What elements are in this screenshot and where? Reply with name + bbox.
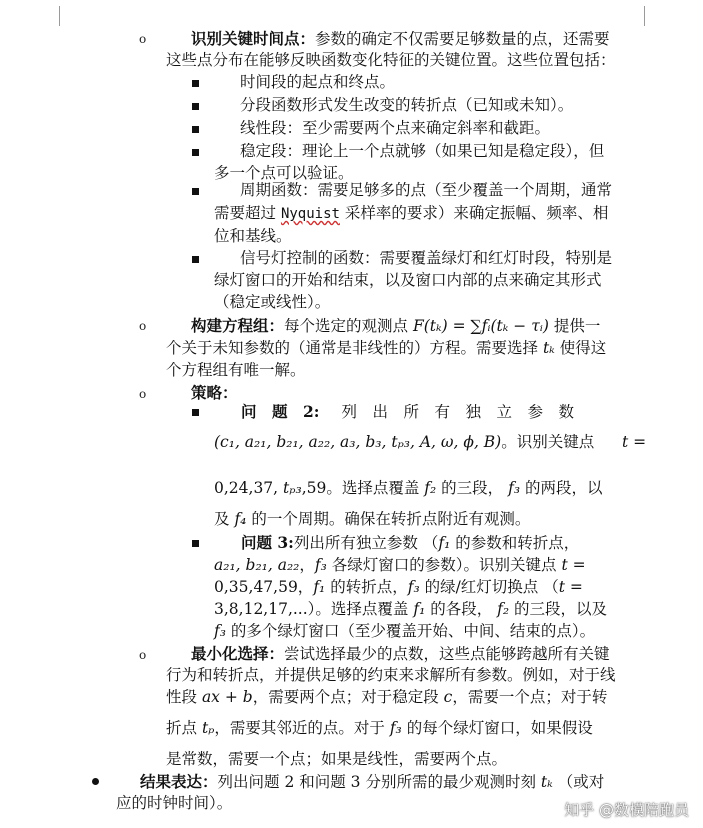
- item4-title: 最小化选择：: [191, 644, 285, 663]
- item4-line2: 行为和转折点，并提供足够的约束来求解所有参数。例如，对于线: [166, 666, 616, 684]
- item5-line1: 结果表达：列出问题 2 和问题 3 分别所需的最少观测时刻 tₖ （或对: [140, 772, 605, 791]
- problem2-line3: 0,24,37, tₚ₃,59。选择点覆盖 f₂ 的三段， f₃ 的两段，以: [214, 479, 603, 497]
- circle-bullet-icon: o: [139, 648, 147, 662]
- formula-F: F(tₖ) = ∑fᵢ(tₖ − τᵢ): [412, 317, 549, 335]
- sub-bullet-2: 分段函数形式发生改变的转折点（已知或未知）。: [240, 96, 574, 114]
- problem3-line2: a₂₁, b₂₁, a₂₂，f₃ 各绿灯窗口的参数）。识别关键点 t =: [214, 556, 586, 574]
- item4-line4: 折点 tₚ，需要其邻近的点。对于 f₃ 的每个绿灯窗口，如果假设: [166, 719, 593, 737]
- square-bullet-icon: [192, 80, 199, 87]
- watermark: 知乎 @数模陪跑员: [564, 801, 689, 819]
- problem3-line5: f₃ 的多个绿灯窗口（至少覆盖开始、中间、结束的点）。: [214, 622, 596, 640]
- item1-title: 识别关键时间点：: [191, 29, 316, 48]
- bullet-dot-icon: [92, 778, 99, 785]
- nyquist-word: Nyquist: [280, 206, 340, 222]
- item4-line3: 性段 ax + b，需要两个点；对于稳定段 c，需要一个点；对于转: [166, 688, 608, 706]
- item1-line1: 识别关键时间点：参数的确定不仅需要足够数量的点，还需要: [191, 29, 610, 48]
- square-bullet-icon: [192, 540, 199, 547]
- problem2-title: 问 题 2:: [241, 402, 320, 421]
- item4-line5: 是常数，需要一个点；如果是线性，需要两个点。: [166, 750, 508, 768]
- crop-mark-right: [644, 6, 645, 26]
- square-bullet-icon: [192, 188, 199, 195]
- sub-bullet-4-line1: 稳定段：理论上一个点就够（如果已知是稳定段），但: [240, 142, 605, 160]
- item4-line1: 最小化选择：尝试选择最少的点数，这些点能够跨越所有关键: [191, 644, 610, 663]
- item2-title: 构建方程组：: [191, 316, 285, 335]
- sub-bullet-5-line2: 需要超过 Nyquist 采样率的要求）来确定振幅、频率、相: [214, 204, 609, 222]
- item5-line2: 应的时钟时间）。: [116, 794, 233, 812]
- item2-line2: 个关于未知参数的（通常是非线性的）方程。需要选择 tₖ 使得这: [166, 339, 607, 357]
- sub-bullet-5-line3: 位和基线。: [214, 227, 292, 245]
- param-list: (c₁, a₂₁, b₂₁, a₂₂, a₃, b₃, tₚ₃, A, ω, ϕ, B): [214, 433, 502, 451]
- item5-title: 结果表达：: [140, 772, 218, 791]
- item3-title: 策略：: [191, 383, 238, 402]
- sub-bullet-6-line1: 信号灯控制的函数：需要覆盖绿灯和红灯时段，特别是: [240, 249, 613, 267]
- problem3-line4: 3,8,12,17,...）。选择点覆盖 f₁ 的各段， f₂ 的三段，以及: [214, 600, 608, 618]
- sub-bullet-5-line1: 周期函数：需要足够多的点（至少覆盖一个周期，通常: [240, 181, 613, 199]
- circle-bullet-icon: o: [139, 319, 147, 333]
- problem3-line3: 0,35,47,59，f₁ 的转折点，f₃ 的绿/红灯切换点 （t =: [214, 578, 583, 596]
- problem2-line4: 及 f₄ 的一个周期。确保在转折点附近有观测。: [214, 510, 531, 528]
- square-bullet-icon: [192, 149, 199, 156]
- item1-line2: 这些点分布在能够反映函数变化特征的关键位置。这些位置包括：: [166, 51, 616, 69]
- sub-bullet-6-line3: （稳定或线性）。: [214, 293, 331, 311]
- problem3-title: 问题 3:: [241, 533, 294, 552]
- problem3-line1: 问题 3:列出所有独立参数 （f₁ 的参数和转折点，: [241, 533, 580, 552]
- crop-mark-left: [59, 6, 60, 26]
- sub-bullet-3: 线性段：至少需要两个点来确定斜率和截距。: [240, 119, 551, 137]
- square-bullet-icon: [192, 409, 199, 416]
- sub-bullet-6-line2: 绿灯窗口的开始和结束，以及窗口内部的点来确定其形式: [214, 271, 602, 289]
- square-bullet-icon: [192, 103, 199, 110]
- square-bullet-icon: [192, 126, 199, 133]
- problem2-line2: (c₁, a₂₁, b₂₁, a₂₂, a₃, b₃, tₚ₃, A, ω, ϕ, B)。识别关键点: [214, 433, 595, 451]
- item2-line3: 个方程组有唯一解。: [166, 361, 306, 379]
- item2-line1: 构建方程组：每个选定的观测点 F(tₖ) = ∑fᵢ(tₖ − τᵢ) 提供一: [191, 316, 601, 335]
- problem2-t-eq: t =: [622, 433, 647, 451]
- circle-bullet-icon: o: [139, 32, 147, 46]
- circle-bullet-icon: o: [139, 387, 147, 401]
- problem2-line1: 问 题 2: 列 出 所 有 独 立 参 数: [241, 402, 575, 421]
- sub-bullet-4-line2: 多一个点可以验证。: [214, 164, 354, 182]
- square-bullet-icon: [192, 256, 199, 263]
- sub-bullet-1: 时间段的起点和终点。: [240, 73, 396, 91]
